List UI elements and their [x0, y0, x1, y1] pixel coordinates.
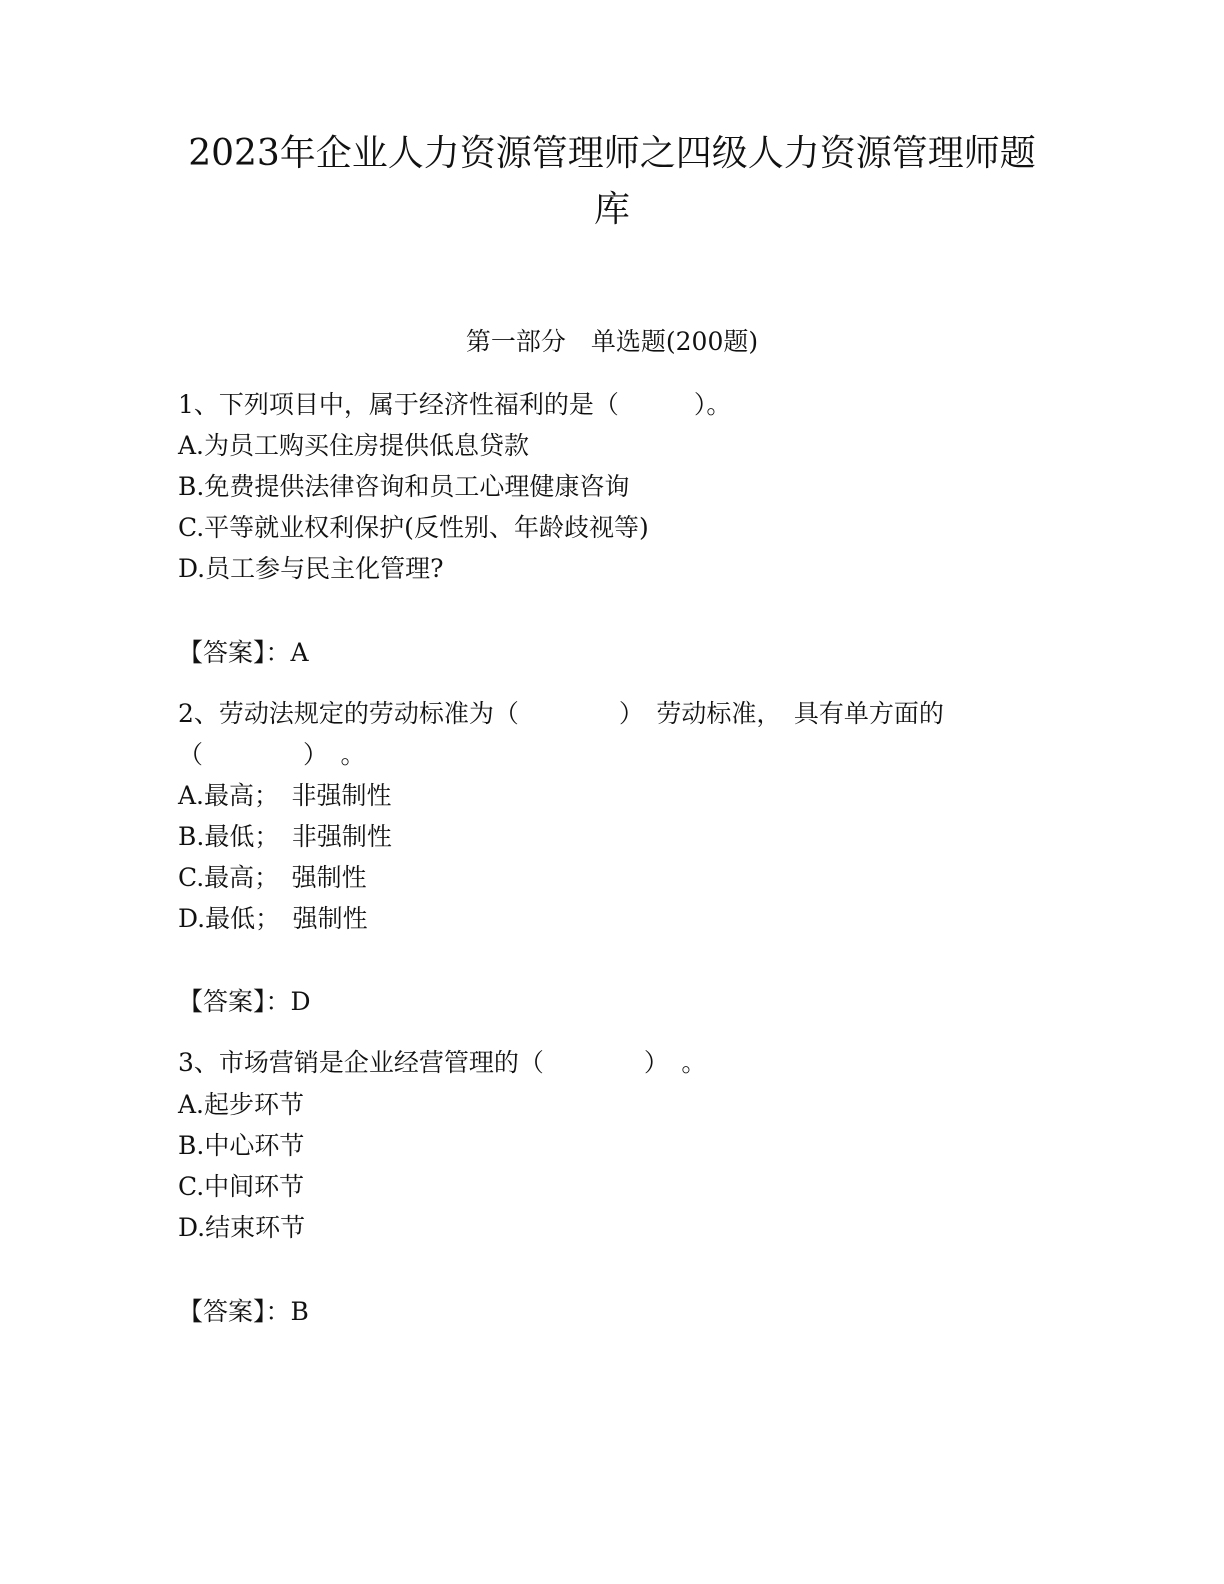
- question-1-stem: 1、下列项目中，属于经济性福利的是（ ）。: [178, 390, 732, 419]
- question-2-option-a: A.最高； 非强制性: [178, 781, 392, 810]
- title-line-1: 2023年企业人力资源管理师之四级人力资源管理师题: [188, 133, 1036, 174]
- question-2-stem-line-2: （ ） 。: [178, 740, 366, 769]
- question-1-option-b: B.免费提供法律咨询和员工心理健康咨询: [178, 472, 630, 501]
- answer-label: 【答案】：: [178, 987, 291, 1016]
- question-3-stem: 3、市场营销是企业经营管理的（ ） 。: [178, 1048, 707, 1077]
- document-title: [150, 126, 1074, 238]
- section-heading: 第一部分 单选题(200题): [465, 327, 759, 356]
- question-1-option-d: D.员工参与民主化管理?: [178, 554, 444, 583]
- question-2-option-b: B.最低； 非强制性: [178, 822, 392, 851]
- question-3-option-c: C.中间环节: [178, 1172, 305, 1201]
- answer-value: A: [290, 638, 309, 667]
- question-3-answer: [178, 1292, 309, 1332]
- answer-label: 【答案】：: [178, 638, 291, 667]
- question-3-option-b: B.中心环节: [178, 1131, 305, 1160]
- question-3-option-d: D.结束环节: [178, 1213, 306, 1242]
- question-2-stem-line-1: 2、劳动法规定的劳动标准为（ ） 劳动标准， 具有单方面的: [178, 699, 944, 728]
- question-2-option-d: D.最低； 强制性: [178, 904, 368, 933]
- question-1-option-c: C.平等就业权利保护(反性别、年龄歧视等): [178, 513, 649, 542]
- question-2-option-c: C.最高； 强制性: [178, 863, 367, 892]
- title-line-2: 库: [593, 189, 630, 230]
- answer-label: 【答案】：: [178, 1297, 291, 1326]
- question-1-option-a: A.为员工购买住房提供低息贷款: [178, 431, 530, 460]
- question-3-option-a: A.起步环节: [178, 1090, 305, 1119]
- question-2-answer: [178, 982, 311, 1022]
- answer-value: B: [290, 1297, 309, 1326]
- answer-value: D: [290, 987, 311, 1016]
- question-1-answer: [178, 633, 309, 673]
